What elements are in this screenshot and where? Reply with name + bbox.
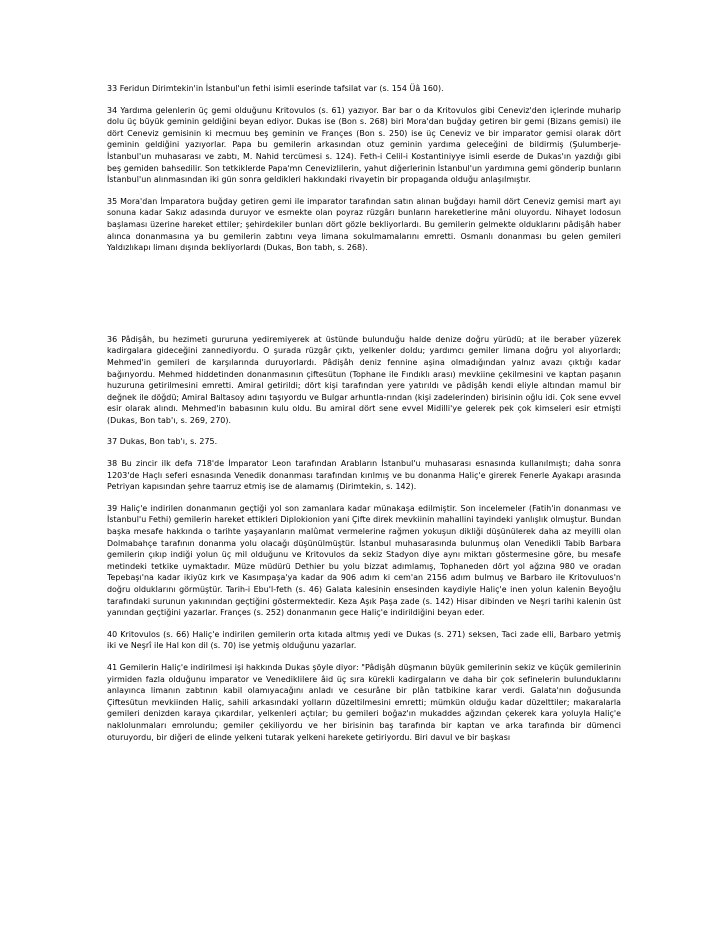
footnote-41: 41 Gemilerin Haliç'e indirilmesi işi hakkında Dukas şöyle diyor: "Pâdişâh düşmanın büyük gemilerinin sekiz ve küçük gemilerinin yirmiden fazla olduğunu imparator ve Venediklilere âid üç sıra kürekli kadirgaların ve daha bir çok sefinelerin bulunduklarını anlayınca limanın zabtının kabil olamıyacağını anladı ve cesurâne bir plân tatbikine karar verdi. Galata'nın doğusunda Çiftesütun mevkiinden Haliç, sahili arkasındaki yolların düzeltilmesini emretti; mümkün olduğu kadar düzelttiler; makaralarla gemileri denizden karaya çıkardılar, yelkenleri açtılar; bu gemileri boğaz'ın mukaddes ağzından çekerek kara yoluyla Haliç'e naklolunmaları emrolundu; gemiler çekiliyordu ve her birisinin baş tarafında bir kaptan ve arka tarafında bir dümenci oturuyordu, bir diğeri de elinde yelkeni tutarak yelkeni harekete getiriyordu. Biri davul ve bir başkası <box>107 662 621 742</box>
footnote-33: 33 Feridun Dirimtekin'in İstanbul'un fethi isimli eserinde tafsilat var (s. 154 Üâ 160). <box>107 84 444 93</box>
footnote-37: 37 Dukas, Bon tab'ı, s. 275. <box>107 437 218 447</box>
footnote-34: 34 Yardıma gelenlerin üç gemi olduğunu Kritovulos (s. 61) yazıyor. Bar bar o da Kritovulos gibi Ceneviz'den içlerinde muharip dolu üç büyük geminin geldiğini beyan ediyor. Dukas ise (Bon s. 268) biri Mora'dan buğday getiren bir gemi (Bizans gemisi) ile dört Ceneviz gemisinin ki mecmuu beş geminin ve Françes (Bon s. 250) ise üç Ceneviz ve bir imparator gemisi olarak dört geminin geldiğini yazıyorlar. Papa bu gemilerin arkasından otuz geminin yardıma geleceğini de bildirmiş (Şulumberje-İstanbul'un muhasarası ve zabtı, M. Nahid tercümesi s. 124). Feth-i Celil-i Kostantiniyye isimli eserde de Dukas'ın yazdığı gibi beş gemiden bahsedilir. Son tetkiklerde Papa'mn Cenevizlilerin, yahut diğerlerinin İstanbul'un yardımına gemi gönderip bunların İstanbul'un alınmasından iki gün sonra geldikleri hakkındaki rivayetin bir propaganda olduğu anlaşılmıştır. <box>107 105 621 185</box>
footnote-40: 40 Kritovulos (s. 66) Haliç'e indirilen gemilerin orta kıtada altmış yedi ve Dukas (s. 271) seksen, Taci zade elli, Barbaro yetmiş iki ve Neşrî ile Hal kon dil (s. 70) ise yetmiş olduğunu yazarlar. <box>107 629 621 651</box>
footnote-36: 36 Pâdişâh, bu hezimeti gururuna yediremiyerek at üstünde bulunduğu halde denize doğru yürüdü; at ile beraber yüzerek kadirgalara gideceğini zannediyordu. O şurada rüzgâr çıktı, yelkenler doldu; yardımcı gemiler limana doğru yol alıyorlardı; Mehmed'in gemileri de karşılarında duruyorlardı. Pâdişâh deniz fennine aşina olmadığından yalnız avazı çıktığı kadar bağırıyordu. Mehmed hiddetinden donanmasının çiftesütun (Tophane ile Fındıklı arası) mevkiine çekilmesini ve kaptan paşanın huzuruna getirilmesini emretti. Amiral getirildi; dört kişi tarafından yere yatırıldı ve pâdişâh kendi eliyle altından mamul bir değnek ile döğdü; Amiral Baltasoy adını taşıyordu ve Bulgar arhuntla-rından (kişi zadelerinden) birisinin oğlu idi. Çok sene evvel esir olarak alındı. Mehmed'in babasının kulu oldu. Bu amiral dört sene evvel Midilli'ye gelerek pek çok kimseleri esir etmişti (Dukas, Bon tab'ı, s. 269, 270). <box>107 334 621 425</box>
document-page <box>107 83 621 753</box>
page-gap <box>107 264 621 334</box>
footnote-35: 35 Mora'dan İmparatora buğday getiren gemi ile imparator tarafından satın alınan buğdayı hamil dört Ceneviz gemisi mart ayı sonuna kadar Sakız adasında duruyor ve esmekte olan poyraz rüzgârı bunların hareketlerine mâni oluyordu. Nihayet lodosun başlaması üzerine hareket ettiler; şehirdekiler bunları dört gözle bekliyorlardı. Bu gemilerin gelmekte olduklarını pâdişâh haber alınca donanmasına ya bu gemilerin zabtını veya limana sokulmamalarını emretti. Osmanlı donanması bu gelen gemileri Yaldızlıkapı limanı dışında bekliyorlardı (Dukas, Bon tabh, s. 268). <box>107 196 621 253</box>
footnote-38: 38 Bu zincir ilk defa 718'de İmparator Leon tarafından Arabların İstanbul'u muhasarası esnasında kullanılmıştı; daha sonra 1203'de Haçlı seferi esnasında Venedik donanması tarafından kırılmış ve bu donanma Haliç'e girerek Fenerle Ayakapı arasında Petriyan kapısından şehre taarruz etmiş ise de alamamış (Dirimtekin, s. 142). <box>107 459 621 492</box>
footnote-39: 39 Haliç'e indirilen donanmanın geçtiği yol son zamanlara kadar münakaşa edilmiştir. Son incelemeler (Fatih'in donanması ve İstanbul'u Fethi) gemilerin hareket ettikleri Diplokionion yani Çifte direk mevkiinin mahallini tayindeki yanlışlık olmuştur. Bundan başka mesafe hakkında o tarihte yaşayanların malûmat vermelerine rağmen yokuşun dikliği düşünülerek daha az meyilli olan Dolmabahçe tarafının donanma yolu olacağı düşünülmüştür. İstanbul muhasarasında bulunmuş olan Venedikli Tabib Barbara gemilerin çıkıp indiği yolun üç mil olduğunu ve Kritovulos da sekiz Stadyon diye aynı miktarı göstermesine göre, bu mesafe metindeki tetkike uymaktadır. Müze müdürü Dethier bu yolu bizzat adımlamış, Tophaneden dört yol ağzına 980 ve oradan Tepebaşı'na kadar ikiyüz kırk ve Kasımpaşa'ya kadar da 906 adım ki cem'an 2156 adım bulmuş ve Barbaro ile Kritovuluos'n doğru olduklarını görmüştür. Tarih-i Ebu'l-feth (s. 46) Galata kalesinin ensesinden kaydiyle Haliç'e inen yolun kalenin Beyoğlu tarafındaki surunun yakınından geçtiğini göstermektedir. Keza Aşık Paşa zade (s. 142) Hisar dibinden ve Neşri tarihi kalenin üst yanından geçtiğini yazarlar. Françes (s. 252) donanmanın gece Haliç'e indirildiğini beyan eder. <box>107 503 621 618</box>
